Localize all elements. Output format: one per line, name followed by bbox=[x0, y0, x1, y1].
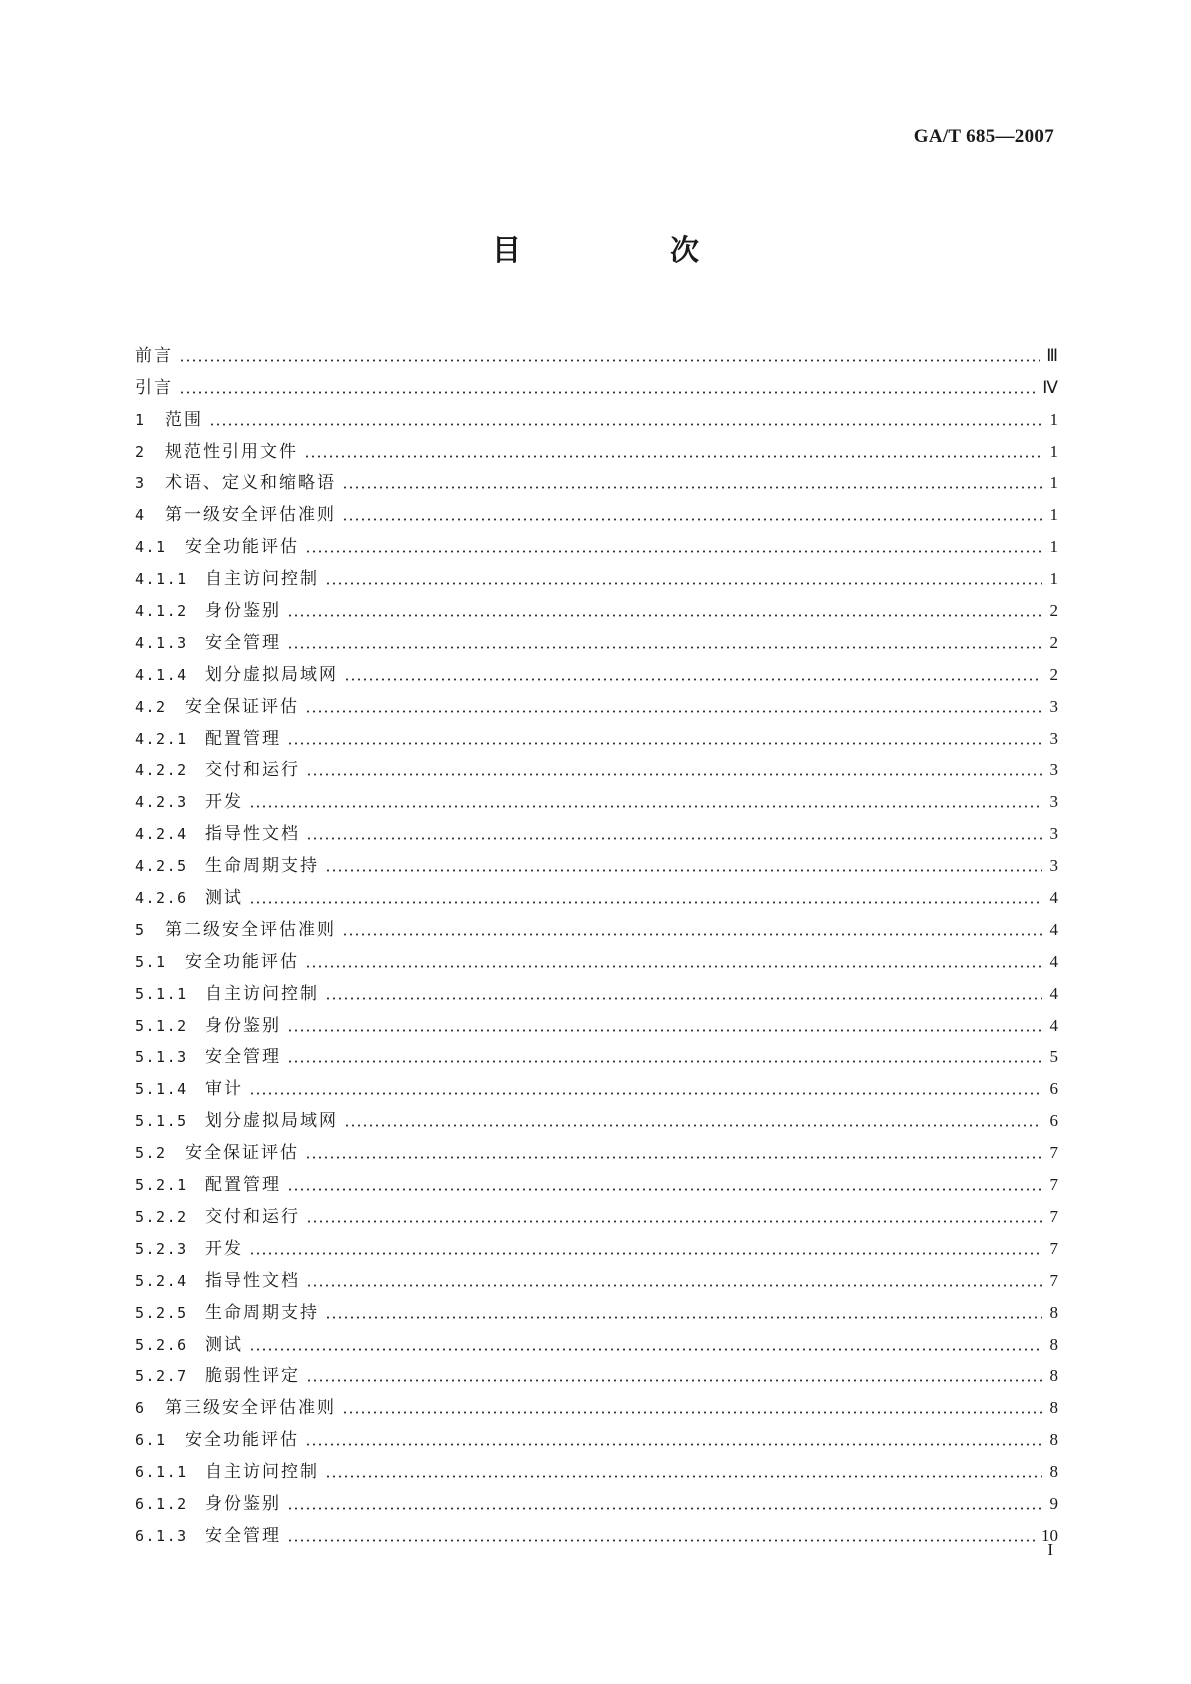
toc-leader-dots bbox=[249, 901, 1042, 904]
toc-entry-number: 5.1.5 bbox=[135, 1112, 188, 1131]
toc-entry-page: 4 bbox=[1049, 919, 1058, 939]
toc-entry-page: 2 bbox=[1049, 632, 1058, 652]
toc-entry-number: 5.2.3 bbox=[135, 1239, 188, 1258]
toc-leader-dots bbox=[287, 1507, 1042, 1510]
toc-entry-page: 8 bbox=[1049, 1398, 1058, 1418]
toc-entry-label: 测试 bbox=[205, 888, 243, 909]
toc-entry[interactable] bbox=[135, 1195, 1058, 1227]
toc-entry-number: 5.1.2 bbox=[135, 1016, 188, 1035]
toc-entry-label: 开发 bbox=[205, 792, 243, 813]
toc-entry[interactable] bbox=[135, 1291, 1058, 1323]
toc-leader-dots bbox=[287, 1188, 1042, 1191]
toc-entry-label: 第二级安全评估准则 bbox=[165, 919, 336, 940]
toc-entry-page: 8 bbox=[1049, 1462, 1058, 1482]
toc-leader-dots bbox=[287, 1060, 1042, 1063]
toc-entry-number: 4.2.3 bbox=[135, 793, 188, 812]
toc-entry[interactable] bbox=[135, 1036, 1058, 1068]
toc-entry-label: 生命周期支持 bbox=[205, 856, 319, 877]
toc-entry-page: Ⅳ bbox=[1042, 377, 1058, 397]
toc-leader-dots bbox=[325, 582, 1042, 585]
toc-leader-dots bbox=[249, 1252, 1042, 1255]
toc-leader-dots bbox=[304, 455, 1042, 458]
toc-leader-dots bbox=[306, 1284, 1042, 1287]
toc-entry-number: 5.1.3 bbox=[135, 1048, 188, 1067]
toc-entry-page: 5 bbox=[1049, 1047, 1058, 1067]
toc-entry-page: 3 bbox=[1049, 856, 1058, 876]
toc-entry-label: 开发 bbox=[205, 1238, 243, 1259]
toc-entry[interactable] bbox=[135, 1450, 1058, 1482]
toc-leader-dots bbox=[287, 742, 1042, 745]
toc-entry-page: 2 bbox=[1049, 601, 1058, 621]
toc-entry-label: 指导性文档 bbox=[205, 1270, 300, 1291]
toc-entry[interactable] bbox=[135, 1514, 1058, 1546]
toc-leader-dots bbox=[179, 359, 1040, 362]
toc-leader-dots bbox=[344, 678, 1042, 681]
toc-entry-page: 3 bbox=[1049, 760, 1058, 780]
toc-entry-number: 4 bbox=[135, 506, 146, 525]
toc-entry-label: 身份鉴别 bbox=[205, 1015, 281, 1036]
toc-entry[interactable] bbox=[135, 780, 1058, 812]
toc-entry-page: 4 bbox=[1049, 983, 1058, 1003]
toc-leader-dots bbox=[342, 1411, 1042, 1414]
toc-entry-label: 划分虚拟局域网 bbox=[205, 664, 338, 685]
toc-entry[interactable] bbox=[135, 749, 1058, 781]
toc-leader-dots bbox=[287, 614, 1042, 617]
toc-entry-number: 5.2.4 bbox=[135, 1271, 188, 1290]
toc-entry[interactable] bbox=[135, 1227, 1058, 1259]
toc-entry-page: 3 bbox=[1049, 792, 1058, 812]
toc-leader-dots bbox=[287, 1029, 1042, 1032]
toc-entry[interactable] bbox=[135, 1259, 1058, 1291]
toc-entry-number: 4.2.2 bbox=[135, 761, 188, 780]
toc-entry-page: 9 bbox=[1049, 1493, 1058, 1513]
toc-leader-dots bbox=[209, 423, 1042, 426]
toc-title: 目 次 bbox=[491, 233, 759, 267]
toc-entry-number: 4.2 bbox=[135, 697, 167, 716]
toc-entry-number: 4.1.1 bbox=[135, 570, 188, 589]
toc-leader-dots bbox=[249, 805, 1042, 808]
toc-entry-label: 身份鉴别 bbox=[205, 1493, 281, 1514]
toc-entry-page: 6 bbox=[1049, 1111, 1058, 1131]
toc-entry[interactable] bbox=[135, 589, 1058, 621]
toc-entry-number: 5.1.4 bbox=[135, 1080, 188, 1099]
toc-leader-dots bbox=[342, 933, 1042, 936]
toc-leader-dots bbox=[306, 773, 1042, 776]
toc-entry[interactable] bbox=[135, 493, 1058, 525]
toc-leader-dots bbox=[305, 550, 1042, 553]
toc-entry[interactable] bbox=[135, 812, 1058, 844]
toc-entry-label: 第一级安全评估准则 bbox=[165, 505, 336, 526]
toc-entry-page: 4 bbox=[1049, 888, 1058, 908]
toc-entry-number: 5.2.7 bbox=[135, 1367, 188, 1386]
toc-entry-label: 安全功能评估 bbox=[185, 537, 299, 558]
toc-entry-label: 范围 bbox=[165, 409, 203, 430]
toc-entry-page: 1 bbox=[1049, 505, 1058, 525]
toc-entry[interactable] bbox=[135, 462, 1058, 494]
toc-entry-page: 8 bbox=[1049, 1334, 1058, 1354]
toc-entry-number: 4.2.5 bbox=[135, 857, 188, 876]
toc-leader-dots bbox=[325, 997, 1042, 1000]
toc-leader-dots bbox=[325, 869, 1042, 872]
toc-entry-label: 规范性引用文件 bbox=[165, 441, 298, 462]
toc-entry-page: Ⅲ bbox=[1046, 345, 1058, 365]
toc-entry-number: 4.1 bbox=[135, 538, 167, 557]
toc-entry-page: 8 bbox=[1049, 1430, 1058, 1450]
toc-leader-dots bbox=[306, 1379, 1042, 1382]
toc-entry-page: 7 bbox=[1049, 1175, 1058, 1195]
toc-entry-page: 2 bbox=[1049, 664, 1058, 684]
toc-entry-number: 1 bbox=[135, 410, 146, 429]
toc-entry-number: 3 bbox=[135, 474, 146, 493]
toc-entry-label: 安全保证评估 bbox=[185, 1143, 299, 1164]
toc-entry[interactable] bbox=[135, 366, 1058, 398]
table-of-contents bbox=[135, 334, 1058, 1546]
toc-entry-label: 脆弱性评定 bbox=[205, 1366, 300, 1387]
toc-entry-number: 4.1.3 bbox=[135, 633, 188, 652]
toc-entry[interactable] bbox=[135, 1163, 1058, 1195]
toc-entry-number: 5.2.6 bbox=[135, 1335, 188, 1354]
toc-entry-label: 审计 bbox=[205, 1079, 243, 1100]
toc-leader-dots bbox=[305, 1443, 1042, 1446]
toc-entry[interactable] bbox=[135, 398, 1058, 430]
toc-entry-label: 测试 bbox=[205, 1334, 243, 1355]
page-number: I bbox=[1047, 1540, 1053, 1559]
toc-entry-page: 3 bbox=[1049, 824, 1058, 844]
toc-entry[interactable] bbox=[135, 621, 1058, 653]
toc-leader-dots bbox=[179, 391, 1036, 394]
toc-entry-number: 5.1.1 bbox=[135, 984, 188, 1003]
toc-entry-label: 自主访问控制 bbox=[205, 983, 319, 1004]
toc-entry-number: 5.1 bbox=[135, 952, 167, 971]
toc-entry-label: 生命周期支持 bbox=[205, 1302, 319, 1323]
toc-entry-label: 安全功能评估 bbox=[185, 951, 299, 972]
toc-entry-number: 4.1.2 bbox=[135, 602, 188, 621]
toc-entry-number: 6.1.1 bbox=[135, 1463, 188, 1482]
toc-entry[interactable] bbox=[135, 334, 1058, 366]
toc-entry-page: 6 bbox=[1049, 1079, 1058, 1099]
toc-entry-page: 8 bbox=[1049, 1366, 1058, 1386]
toc-leader-dots bbox=[342, 518, 1042, 521]
toc-entry[interactable] bbox=[135, 1482, 1058, 1514]
toc-entry-page: 1 bbox=[1049, 569, 1058, 589]
toc-entry-label: 交付和运行 bbox=[205, 760, 300, 781]
toc-entry[interactable] bbox=[135, 972, 1058, 1004]
toc-entry-number: 4.2.6 bbox=[135, 889, 188, 908]
toc-entry-label: 自主访问控制 bbox=[205, 1462, 319, 1483]
toc-entry-page: 3 bbox=[1049, 696, 1058, 716]
toc-entry[interactable] bbox=[135, 876, 1058, 908]
toc-entry-number: 5.2 bbox=[135, 1144, 167, 1163]
toc-entry-label: 身份鉴别 bbox=[205, 601, 281, 622]
toc-leader-dots bbox=[306, 837, 1042, 840]
toc-entry-page: 3 bbox=[1049, 728, 1058, 748]
toc-entry-number: 4.1.4 bbox=[135, 665, 188, 684]
toc-entry-label: 前言 bbox=[135, 345, 173, 366]
toc-entry-page: 1 bbox=[1049, 473, 1058, 493]
toc-entry-label: 引言 bbox=[135, 377, 173, 398]
toc-leader-dots bbox=[249, 1092, 1042, 1095]
toc-entry-label: 配置管理 bbox=[205, 1175, 281, 1196]
toc-entry-label: 指导性文档 bbox=[205, 824, 300, 845]
toc-entry-label: 配置管理 bbox=[205, 728, 281, 749]
toc-entry[interactable] bbox=[135, 908, 1058, 940]
toc-entry[interactable] bbox=[135, 1099, 1058, 1131]
toc-entry[interactable] bbox=[135, 685, 1058, 717]
toc-entry[interactable] bbox=[135, 653, 1058, 685]
toc-entry-label: 自主访问控制 bbox=[205, 569, 319, 590]
toc-entry[interactable] bbox=[135, 1004, 1058, 1036]
toc-entry-number: 5.2.5 bbox=[135, 1303, 188, 1322]
toc-entry-number: 2 bbox=[135, 442, 146, 461]
toc-entry-number: 6.1 bbox=[135, 1431, 167, 1450]
toc-entry-label: 术语、定义和缩略语 bbox=[165, 473, 336, 494]
toc-entry-number: 6 bbox=[135, 1399, 146, 1418]
toc-entry[interactable] bbox=[135, 557, 1058, 589]
toc-entry-number: 6.1.2 bbox=[135, 1494, 188, 1513]
toc-entry-label: 划分虚拟局域网 bbox=[205, 1111, 338, 1132]
toc-entry-number: 5.2.2 bbox=[135, 1207, 188, 1226]
toc-entry-label: 安全管理 bbox=[205, 1047, 281, 1068]
toc-entry[interactable] bbox=[135, 430, 1058, 462]
toc-leader-dots bbox=[305, 710, 1042, 713]
toc-entry-number: 4.2.4 bbox=[135, 825, 188, 844]
toc-entry-label: 安全保证评估 bbox=[185, 696, 299, 717]
toc-entry[interactable] bbox=[135, 1386, 1058, 1418]
toc-entry[interactable] bbox=[135, 1067, 1058, 1099]
toc-entry-label: 安全管理 bbox=[205, 632, 281, 653]
toc-leader-dots bbox=[305, 1156, 1042, 1159]
toc-entry-label: 安全功能评估 bbox=[185, 1430, 299, 1451]
toc-entry-page: 7 bbox=[1049, 1206, 1058, 1226]
toc-leader-dots bbox=[305, 965, 1042, 968]
toc-entry-page: 7 bbox=[1049, 1238, 1058, 1258]
toc-entry-label: 第三级安全评估准则 bbox=[165, 1398, 336, 1419]
toc-leader-dots bbox=[344, 1124, 1042, 1127]
toc-leader-dots bbox=[306, 1220, 1042, 1223]
toc-leader-dots bbox=[325, 1475, 1042, 1478]
toc-entry-page: 7 bbox=[1049, 1270, 1058, 1290]
toc-entry-page: 8 bbox=[1049, 1302, 1058, 1322]
toc-entry[interactable] bbox=[135, 1131, 1058, 1163]
toc-entry[interactable] bbox=[135, 1355, 1058, 1387]
toc-entry-number: 5 bbox=[135, 920, 146, 939]
standard-number: GA/T 685—2007 bbox=[913, 126, 1054, 147]
toc-entry[interactable] bbox=[135, 844, 1058, 876]
toc-entry-page: 4 bbox=[1049, 1015, 1058, 1035]
toc-entry[interactable] bbox=[135, 1418, 1058, 1450]
toc-entry-number: 4.2.1 bbox=[135, 729, 188, 748]
toc-entry-page: 1 bbox=[1049, 441, 1058, 461]
toc-entry-page: 10 bbox=[1041, 1525, 1058, 1545]
toc-entry-label: 交付和运行 bbox=[205, 1206, 300, 1227]
toc-leader-dots bbox=[325, 1316, 1042, 1319]
toc-leader-dots bbox=[342, 486, 1042, 489]
toc-entry[interactable] bbox=[135, 717, 1058, 749]
toc-entry-page: 4 bbox=[1049, 951, 1058, 971]
toc-entry-number: 5.2.1 bbox=[135, 1176, 188, 1195]
toc-entry-label: 安全管理 bbox=[205, 1525, 281, 1546]
toc-leader-dots bbox=[287, 646, 1042, 649]
toc-entry[interactable] bbox=[135, 940, 1058, 972]
toc-entry[interactable] bbox=[135, 525, 1058, 557]
toc-leader-dots bbox=[287, 1539, 1035, 1542]
toc-entry-page: 1 bbox=[1049, 537, 1058, 557]
toc-entry-page: 1 bbox=[1049, 409, 1058, 429]
toc-leader-dots bbox=[249, 1348, 1042, 1351]
toc-entry[interactable] bbox=[135, 1323, 1058, 1355]
toc-entry-page: 7 bbox=[1049, 1143, 1058, 1163]
toc-entry-number: 6.1.3 bbox=[135, 1526, 188, 1545]
